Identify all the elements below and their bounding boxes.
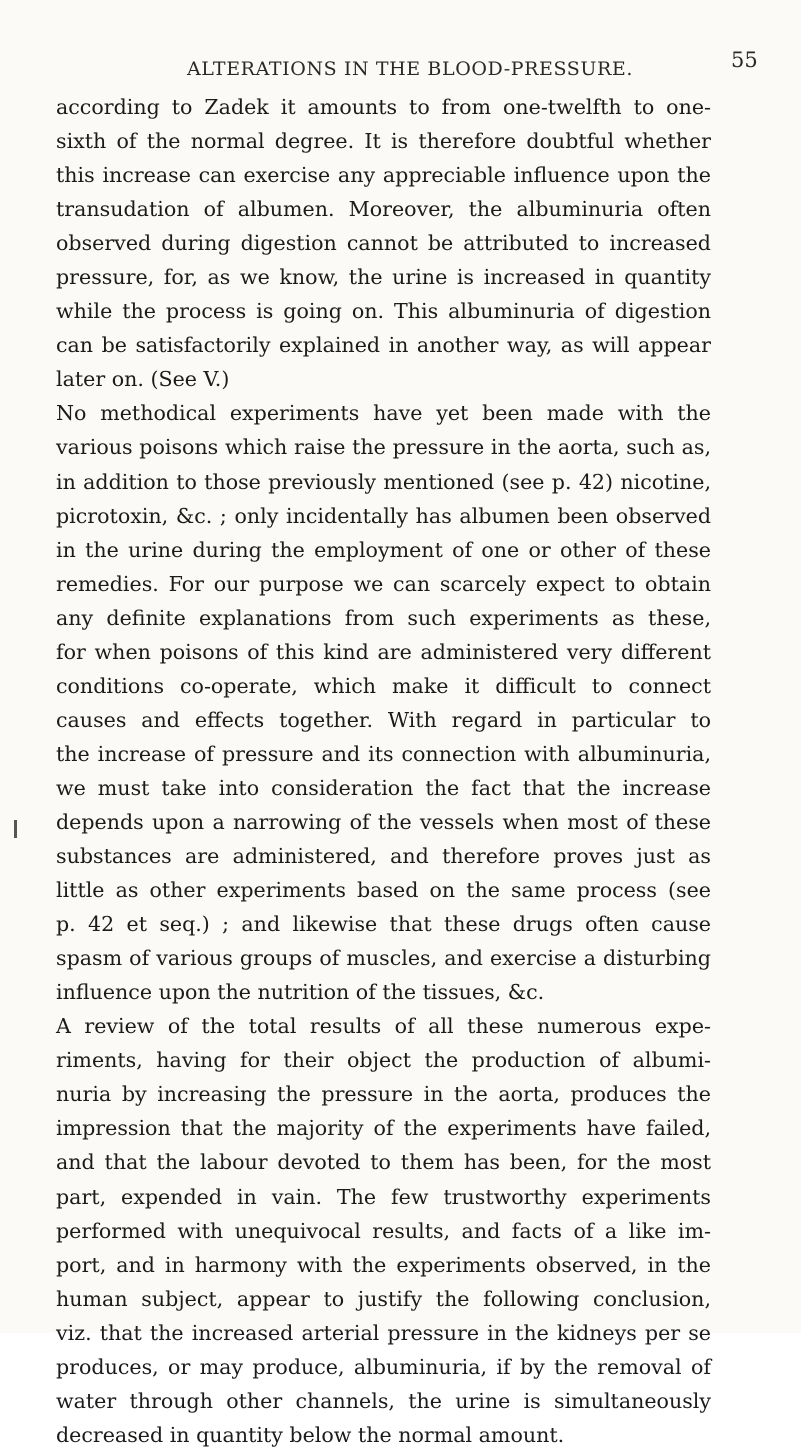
text-line: No methodical experiments have yet been made with the — [56, 401, 711, 426]
text-line: viz. that the increased arterial pressure in the kidneys per se — [56, 1320, 711, 1345]
text-line: various poisons which raise the pressure in the aorta, such as, — [56, 435, 711, 460]
text-line: substances are administered, and therefore proves just as — [56, 844, 711, 869]
text-line: in addition to those previously mentioned (see p. 42) nicotine, — [56, 469, 711, 494]
margin-mark — [14, 820, 17, 838]
text-line: A review of the total results of all these numerous expe- — [56, 1014, 711, 1039]
body-text — [56, 90, 711, 1452]
text-line: produces, or may produce, albuminuria, if by the removal of — [56, 1354, 711, 1379]
text-line: causes and effects together. With regard in particular to — [56, 707, 711, 732]
text-line: decreased in quantity below the normal amount. — [56, 1422, 565, 1447]
text-line: remedies. For our purpose we can scarcely expect to obtain — [56, 571, 711, 596]
text-line: transudation of albumen. Moreover, the albuminuria often — [56, 197, 711, 222]
text-line: riments, having for their object the production of albumi- — [56, 1048, 711, 1073]
text-line: conditions co-operate, which make it difficult to connect — [56, 673, 711, 698]
text-line: while the process is going on. This albuminuria of digestion — [56, 299, 711, 324]
text-line: later on. (See V.) — [56, 367, 230, 392]
text-line: picrotoxin, &c. ; only incidentally has albumen been observed — [56, 503, 711, 528]
text-line: we must take into consideration the fact that the increase — [56, 775, 711, 800]
text-line: human subject, appear to justify the following conclusion, — [56, 1286, 711, 1311]
text-line: pressure, for, as we know, the urine is increased in quantity — [56, 265, 711, 290]
text-line: sixth of the normal degree. It is therefore doubtful whether — [56, 129, 711, 154]
text-line: any definite explanations from such experiments as these, — [56, 605, 711, 630]
text-line: for when poisons of this kind are administered very different — [56, 639, 711, 664]
text-line: in the urine during the employment of one or other of these — [56, 537, 711, 562]
text-line: according to Zadek it amounts to from one-twelfth to one- — [56, 95, 711, 119]
text-line: can be satisfactorily explained in another way, as will appear — [56, 333, 711, 358]
text-line: depends upon a narrowing of the vessels when most of these — [56, 809, 711, 834]
text-line: p. 42 et seq.) ; and likewise that these drugs often cause — [56, 912, 711, 937]
text-line: performed with unequivocal results, and facts of a like im- — [56, 1218, 711, 1243]
text-line: and that the labour devoted to them has been, for the most — [56, 1150, 711, 1175]
text-line: spasm of various groups of muscles, and exercise a disturbing — [56, 946, 711, 971]
text-line: influence upon the nutrition of the tissues, &c. — [56, 980, 545, 1005]
text-line: little as other experiments based on the same process (see — [56, 878, 711, 903]
text-line: impression that the majority of the experiments have failed, — [56, 1116, 711, 1141]
text-line: port, and in harmony with the experiments observed, in the — [56, 1252, 711, 1277]
text-line: water through other channels, the urine is simultaneously — [56, 1388, 711, 1413]
page-number: 55 — [731, 48, 758, 72]
running-head: ALTERATIONS IN THE BLOOD-PRESSURE. — [186, 58, 634, 80]
text-line: this increase can exercise any appreciable influence upon the — [56, 163, 711, 188]
text-line: the increase of pressure and its connection with albuminuria, — [56, 741, 711, 766]
text-line: observed during digestion cannot be attributed to increased — [56, 231, 711, 256]
text-line: part, expended in vain. The few trustworthy experiments — [56, 1184, 711, 1209]
text-line: nuria by increasing the pressure in the aorta, produces the — [56, 1082, 711, 1107]
